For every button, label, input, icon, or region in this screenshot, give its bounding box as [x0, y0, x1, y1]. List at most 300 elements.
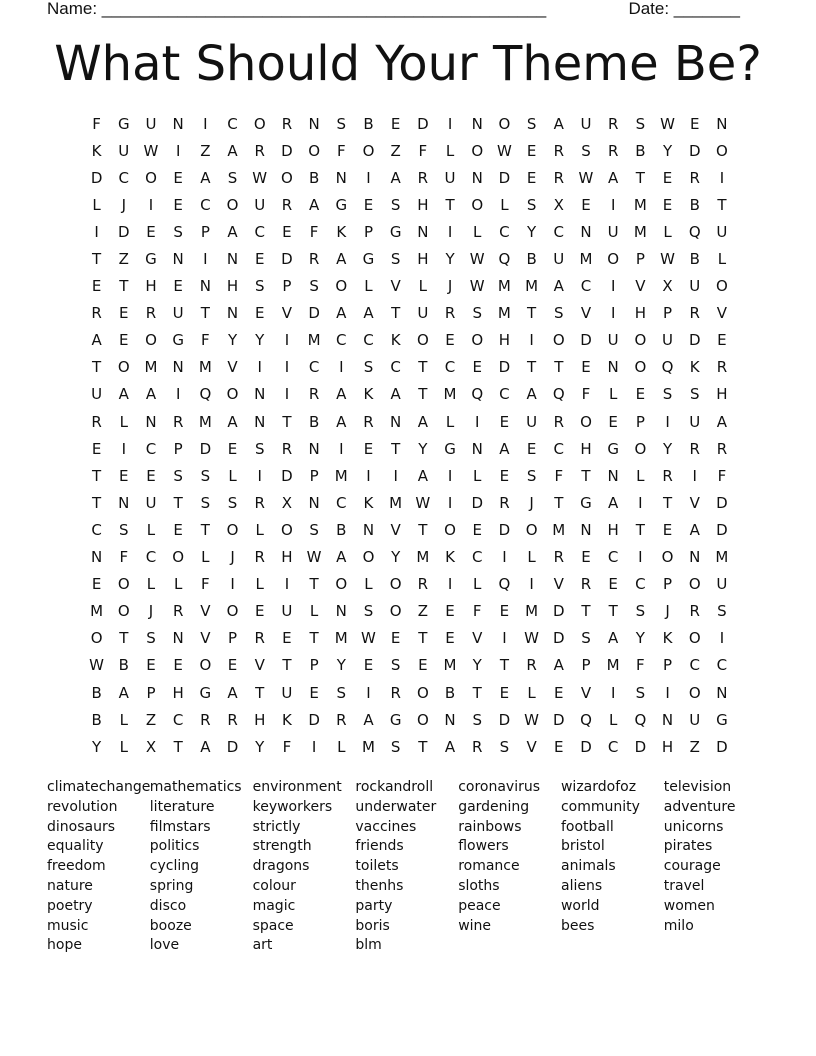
- grid-letter: O: [389, 575, 402, 594]
- grid-letter: W: [89, 656, 105, 675]
- grid-letter: I: [366, 683, 371, 702]
- grid-letter: N: [362, 520, 375, 539]
- grid-letter: S: [200, 466, 211, 485]
- grid-letter: F: [92, 114, 101, 133]
- word-item: party: [355, 897, 393, 914]
- header-line: [47, 0, 740, 20]
- grid-letter: J: [121, 195, 126, 214]
- word-item: world: [560, 897, 600, 914]
- word-column: [458, 778, 561, 956]
- grid-letter: I: [529, 575, 534, 594]
- grid-letter: L: [473, 575, 482, 594]
- grid-letter: L: [473, 222, 482, 241]
- grid-letter: F: [309, 222, 319, 241]
- grid-letter: C: [499, 385, 510, 404]
- grid-letter: I: [284, 358, 290, 377]
- word-item: climatechange: [47, 779, 151, 795]
- grid-letter: Y: [92, 737, 102, 756]
- grid-letter: L: [255, 520, 264, 539]
- word-item: coronavirus: [458, 779, 541, 795]
- grid-letter: H: [417, 250, 429, 269]
- word-item: disco: [149, 897, 187, 914]
- grid-letter: D: [471, 493, 483, 512]
- grid-letter: D: [553, 602, 565, 621]
- grid-letter: R: [254, 548, 265, 567]
- grid-letter: W: [361, 629, 376, 648]
- grid-letter: V: [390, 520, 401, 539]
- grid-letter: K: [363, 385, 374, 404]
- grid-letter: P: [173, 439, 183, 458]
- grid-letter: A: [336, 385, 347, 404]
- word-item: filmstars: [149, 818, 211, 835]
- word-item: rockandroll: [355, 779, 434, 795]
- grid-letter: I: [284, 575, 290, 594]
- grid-letter: U: [607, 222, 619, 241]
- grid-letter: E: [173, 168, 183, 187]
- word-item: booze: [149, 917, 192, 934]
- grid-letter: L: [337, 737, 346, 756]
- grid-letter: J: [148, 602, 154, 621]
- grid-letter: I: [692, 466, 697, 485]
- grid-letter: A: [390, 385, 401, 404]
- grid-letter: E: [227, 656, 238, 675]
- grid-letter: C: [444, 358, 456, 377]
- word-item: colour: [252, 877, 296, 894]
- grid-letter: S: [336, 683, 347, 702]
- grid-letter: N: [308, 493, 320, 512]
- grid-letter: W: [415, 493, 431, 512]
- grid-letter: T: [499, 656, 509, 675]
- grid-letter: D: [199, 439, 212, 458]
- grid-letter: I: [339, 358, 344, 377]
- grid-letter: E: [119, 466, 129, 485]
- grid-letter: E: [499, 602, 510, 621]
- word-item: pirates: [663, 838, 713, 855]
- grid-letter: F: [581, 385, 591, 404]
- grid-letter: R: [172, 602, 184, 621]
- grid-letter: I: [311, 737, 317, 756]
- grid-letter: R: [499, 493, 510, 512]
- grid-letter: R: [363, 412, 374, 431]
- grid-letter: Y: [445, 250, 455, 269]
- grid-letter: O: [117, 575, 130, 594]
- grid-letter: A: [526, 385, 537, 404]
- grid-letter: T: [418, 629, 428, 648]
- grid-letter: A: [336, 548, 347, 567]
- grid-letter: B: [91, 683, 102, 702]
- grid-letter: A: [91, 331, 102, 350]
- grid-letter: I: [447, 466, 453, 485]
- grid-letter: N: [417, 222, 429, 241]
- grid-letter: I: [230, 575, 235, 594]
- grid-letter: N: [607, 358, 619, 377]
- word-item: sloths: [458, 877, 500, 894]
- grid-letter: O: [117, 602, 130, 621]
- grid-letter: V: [390, 277, 401, 296]
- grid-letter: N: [580, 222, 592, 241]
- grid-letter: R: [526, 656, 537, 675]
- grid-letter: L: [119, 737, 128, 756]
- grid-letter: J: [230, 548, 235, 567]
- grid-letter: Y: [336, 656, 346, 675]
- grid-letter: M: [606, 656, 620, 675]
- grid-letter: E: [91, 439, 102, 458]
- grid-letter: Y: [255, 331, 265, 350]
- grid-letter: U: [607, 331, 619, 350]
- grid-letter: I: [665, 683, 670, 702]
- grid-letter: H: [661, 737, 674, 756]
- grid-letter: V: [635, 277, 646, 296]
- grid-letter: G: [389, 710, 402, 729]
- grid-letter: A: [716, 412, 728, 431]
- grid-letter: O: [145, 168, 157, 187]
- grid-letter: T: [662, 493, 673, 512]
- grid-letter: R: [607, 114, 619, 133]
- word-column: [664, 778, 767, 956]
- grid-letter: S: [581, 629, 591, 648]
- grid-letter: L: [445, 412, 455, 431]
- grid-letter: V: [200, 602, 211, 621]
- grid-letter: U: [145, 114, 157, 133]
- grid-letter: Z: [118, 250, 129, 269]
- grid-letter: A: [336, 250, 347, 269]
- grid-letter: V: [716, 304, 728, 323]
- grid-letter: B: [526, 250, 537, 269]
- grid-letter: I: [638, 493, 643, 512]
- grid-letter: S: [309, 277, 319, 296]
- grid-letter: V: [553, 575, 564, 594]
- grid-letter: T: [309, 575, 319, 594]
- grid-letter: A: [145, 385, 157, 404]
- grid-letter: D: [716, 493, 728, 512]
- grid-letter: L: [717, 250, 727, 269]
- grid-letter: T: [173, 493, 183, 512]
- grid-letter: A: [336, 412, 347, 431]
- grid-letter: R: [281, 195, 293, 214]
- grid-letter: F: [336, 141, 346, 160]
- word-item: rainbows: [458, 818, 522, 835]
- grid-letter: M: [633, 222, 647, 241]
- grid-letter: M: [552, 520, 566, 539]
- grid-letter: R: [281, 439, 293, 458]
- grid-letter: R: [689, 439, 700, 458]
- grid-letter: I: [366, 466, 371, 485]
- grid-letter: E: [146, 656, 156, 675]
- grid-letter: I: [610, 277, 616, 296]
- grid-letter: T: [717, 195, 727, 214]
- grid-letter: I: [148, 195, 154, 214]
- grid-letter: T: [554, 358, 564, 377]
- grid-letter: H: [498, 331, 511, 350]
- word-item: freedom: [47, 858, 106, 875]
- grid-letter: O: [145, 331, 157, 350]
- grid-letter: M: [389, 493, 403, 512]
- word-column: [150, 778, 253, 956]
- grid-letter: Y: [418, 439, 428, 458]
- grid-letter: E: [173, 656, 183, 675]
- grid-letter: E: [526, 439, 537, 458]
- grid-letter: R: [390, 683, 401, 702]
- grid-letter: N: [716, 114, 728, 133]
- grid-letter: N: [226, 304, 239, 323]
- grid-letter: I: [175, 141, 181, 160]
- grid-letter: K: [363, 493, 374, 512]
- grid-letter: Z: [417, 602, 428, 621]
- grid-letter: E: [608, 575, 618, 594]
- grid-letter: C: [145, 439, 157, 458]
- grid-letter: X: [662, 277, 673, 296]
- grid-letter: U: [689, 412, 701, 431]
- grid-letter: R: [254, 629, 265, 648]
- grid-letter: O: [90, 629, 103, 648]
- grid-letter: Y: [391, 548, 401, 567]
- grid-letter: Q: [498, 575, 511, 594]
- grid-letter: E: [689, 114, 700, 133]
- grid-letter: A: [227, 222, 238, 241]
- grid-letter: D: [553, 629, 565, 648]
- grid-letter: O: [416, 683, 429, 702]
- grid-letter: L: [500, 195, 509, 214]
- grid-letter: D: [118, 222, 130, 241]
- grid-letter: R: [662, 466, 673, 485]
- grid-letter: D: [580, 331, 592, 350]
- grid-letter: E: [254, 250, 265, 269]
- grid-letter: T: [527, 358, 537, 377]
- grid-letter: N: [716, 683, 728, 702]
- grid-letter: N: [172, 629, 184, 648]
- grid-letter: H: [417, 195, 429, 214]
- grid-letter: M: [715, 548, 729, 567]
- grid-letter: T: [173, 737, 183, 756]
- grid-letter: W: [306, 548, 322, 567]
- grid-letter: D: [498, 358, 511, 377]
- grid-letter: H: [580, 439, 592, 458]
- grid-letter: G: [145, 250, 157, 269]
- grid-letter: X: [145, 737, 157, 756]
- grid-letter: S: [390, 195, 401, 214]
- grid-letter: S: [173, 222, 183, 241]
- grid-letter: I: [447, 114, 453, 133]
- grid-letter: T: [418, 520, 428, 539]
- grid-letter: I: [719, 168, 725, 187]
- grid-letter: A: [118, 683, 129, 702]
- grid-letter: T: [418, 385, 428, 404]
- grid-letter: O: [389, 602, 402, 621]
- grid-letter: P: [309, 656, 319, 675]
- word-item: dinosaurs: [47, 818, 116, 835]
- grid-letter: I: [366, 168, 371, 187]
- grid-letter: N: [226, 250, 239, 269]
- grid-letter: E: [445, 602, 455, 621]
- grid-letter: N: [607, 466, 619, 485]
- word-item: community: [560, 798, 640, 815]
- grid-letter: F: [472, 602, 482, 621]
- word-item: wine: [458, 917, 492, 934]
- grid-letter: E: [363, 195, 374, 214]
- grid-letter: D: [308, 710, 320, 729]
- grid-letter: W: [252, 168, 268, 187]
- grid-letter: E: [554, 683, 564, 702]
- grid-letter: E: [662, 168, 673, 187]
- grid-letter: J: [665, 602, 670, 621]
- grid-letter: Q: [498, 250, 511, 269]
- grid-letter: O: [117, 358, 130, 377]
- grid-letter: U: [172, 304, 184, 323]
- grid-letter: N: [172, 114, 184, 133]
- grid-letter: N: [254, 412, 266, 431]
- grid-letter: E: [662, 520, 673, 539]
- grid-letter: R: [716, 358, 728, 377]
- grid-letter: E: [363, 439, 374, 458]
- grid-letter: R: [91, 412, 102, 431]
- grid-letter: N: [118, 493, 130, 512]
- grid-letter: M: [307, 331, 321, 350]
- grid-letter: B: [91, 710, 102, 729]
- grid-letter: F: [201, 575, 210, 594]
- grid-letter: L: [527, 683, 536, 702]
- grid-letter: F: [282, 737, 292, 756]
- grid-letter: M: [525, 602, 539, 621]
- grid-letter: Q: [688, 222, 701, 241]
- grid-letter: O: [716, 141, 728, 160]
- grid-letter: A: [200, 168, 211, 187]
- grid-letter: D: [688, 141, 701, 160]
- grid-letter: O: [226, 385, 239, 404]
- grid-letter: C: [336, 331, 347, 350]
- word-item: football: [560, 818, 614, 835]
- grid-letter: T: [92, 358, 102, 377]
- word-item: gardening: [458, 798, 530, 815]
- grid-letter: D: [90, 168, 103, 187]
- grid-letter: P: [309, 466, 319, 485]
- word-item: magic: [252, 897, 296, 914]
- grid-letter: S: [554, 304, 564, 323]
- grid-letter: S: [390, 737, 401, 756]
- grid-letter: C: [390, 358, 401, 377]
- grid-letter: R: [417, 575, 429, 594]
- grid-letter: U: [281, 683, 293, 702]
- grid-letter: V: [526, 737, 537, 756]
- grid-letter: D: [281, 250, 293, 269]
- grid-letter: T: [119, 629, 129, 648]
- grid-letter: W: [524, 629, 540, 648]
- grid-letter: E: [499, 683, 510, 702]
- grid-letter: I: [257, 358, 262, 377]
- grid-letter: U: [716, 575, 728, 594]
- grid-letter: I: [94, 222, 99, 241]
- grid-letter: I: [339, 439, 344, 458]
- grid-letter: O: [308, 141, 320, 160]
- grid-letter: L: [119, 412, 128, 431]
- grid-letter: V: [227, 358, 238, 377]
- grid-letter: D: [688, 331, 701, 350]
- grid-letter: Q: [199, 385, 212, 404]
- grid-letter: D: [281, 141, 293, 160]
- word-item: love: [149, 937, 180, 954]
- grid-letter: O: [226, 602, 239, 621]
- grid-letter: U: [716, 222, 728, 241]
- grid-letter: P: [200, 222, 210, 241]
- grid-letter: O: [416, 331, 429, 350]
- grid-letter: I: [610, 304, 616, 323]
- grid-letter: I: [284, 331, 290, 350]
- grid-letter: F: [119, 548, 129, 567]
- word-item: wizardofoz: [560, 779, 637, 795]
- grid-letter: S: [635, 683, 646, 702]
- grid-letter: I: [447, 493, 453, 512]
- grid-letter: U: [526, 412, 538, 431]
- grid-letter: O: [634, 331, 647, 350]
- grid-letter: V: [281, 304, 293, 323]
- grid-letter: E: [526, 141, 537, 160]
- grid-letter: O: [471, 141, 484, 160]
- grid-letter: O: [471, 331, 484, 350]
- grid-letter: V: [200, 629, 211, 648]
- grid-letter: O: [226, 520, 239, 539]
- grid-letter: I: [121, 439, 126, 458]
- grid-letter: B: [308, 168, 320, 187]
- grid-letter: N: [145, 412, 157, 431]
- grid-letter: S: [254, 277, 265, 296]
- grid-letter: N: [199, 277, 211, 296]
- grid-letter: P: [663, 656, 673, 675]
- grid-letter: A: [553, 656, 564, 675]
- grid-letter: W: [143, 141, 159, 160]
- grid-letter: E: [499, 466, 510, 485]
- grid-letter: L: [228, 466, 237, 485]
- grid-letter: W: [524, 710, 540, 729]
- grid-letter: G: [607, 439, 619, 458]
- grid-letter: Q: [661, 358, 674, 377]
- grid-letter: O: [688, 575, 701, 594]
- grid-letter: A: [689, 520, 700, 539]
- grid-letter: I: [610, 683, 616, 702]
- grid-letter: O: [172, 548, 185, 567]
- grid-letter: N: [90, 548, 103, 567]
- grid-letter: R: [689, 168, 700, 187]
- grid-letter: S: [472, 710, 482, 729]
- grid-letter: X: [553, 195, 564, 214]
- word-column: [47, 778, 150, 956]
- grid-letter: Y: [255, 737, 265, 756]
- grid-letter: G: [444, 439, 456, 458]
- word-list: [47, 778, 767, 956]
- word-column: [561, 778, 664, 956]
- word-item: spring: [149, 877, 194, 894]
- name-label: Name: _______________________________________________: [47, 0, 547, 18]
- grid-letter: O: [552, 331, 565, 350]
- word-item: art: [252, 937, 273, 954]
- grid-letter: P: [363, 222, 373, 241]
- grid-letter: H: [281, 548, 293, 567]
- grid-letter: T: [554, 493, 564, 512]
- word-item: revolution: [47, 798, 118, 815]
- grid-letter: A: [227, 412, 238, 431]
- grid-letter: P: [635, 250, 645, 269]
- word-item: underwater: [355, 798, 437, 815]
- grid-letter: K: [445, 548, 455, 567]
- grid-letter: S: [254, 439, 265, 458]
- grid-letter: D: [281, 466, 293, 485]
- word-item: cycling: [149, 858, 200, 875]
- date-label: Date: _______: [628, 0, 740, 18]
- grid-letter: G: [716, 710, 728, 729]
- grid-letter: U: [91, 385, 103, 404]
- grid-letter: M: [144, 358, 158, 377]
- grid-letter: S: [662, 385, 673, 404]
- grid-letter: N: [661, 710, 674, 729]
- grid-letter: Y: [527, 222, 537, 241]
